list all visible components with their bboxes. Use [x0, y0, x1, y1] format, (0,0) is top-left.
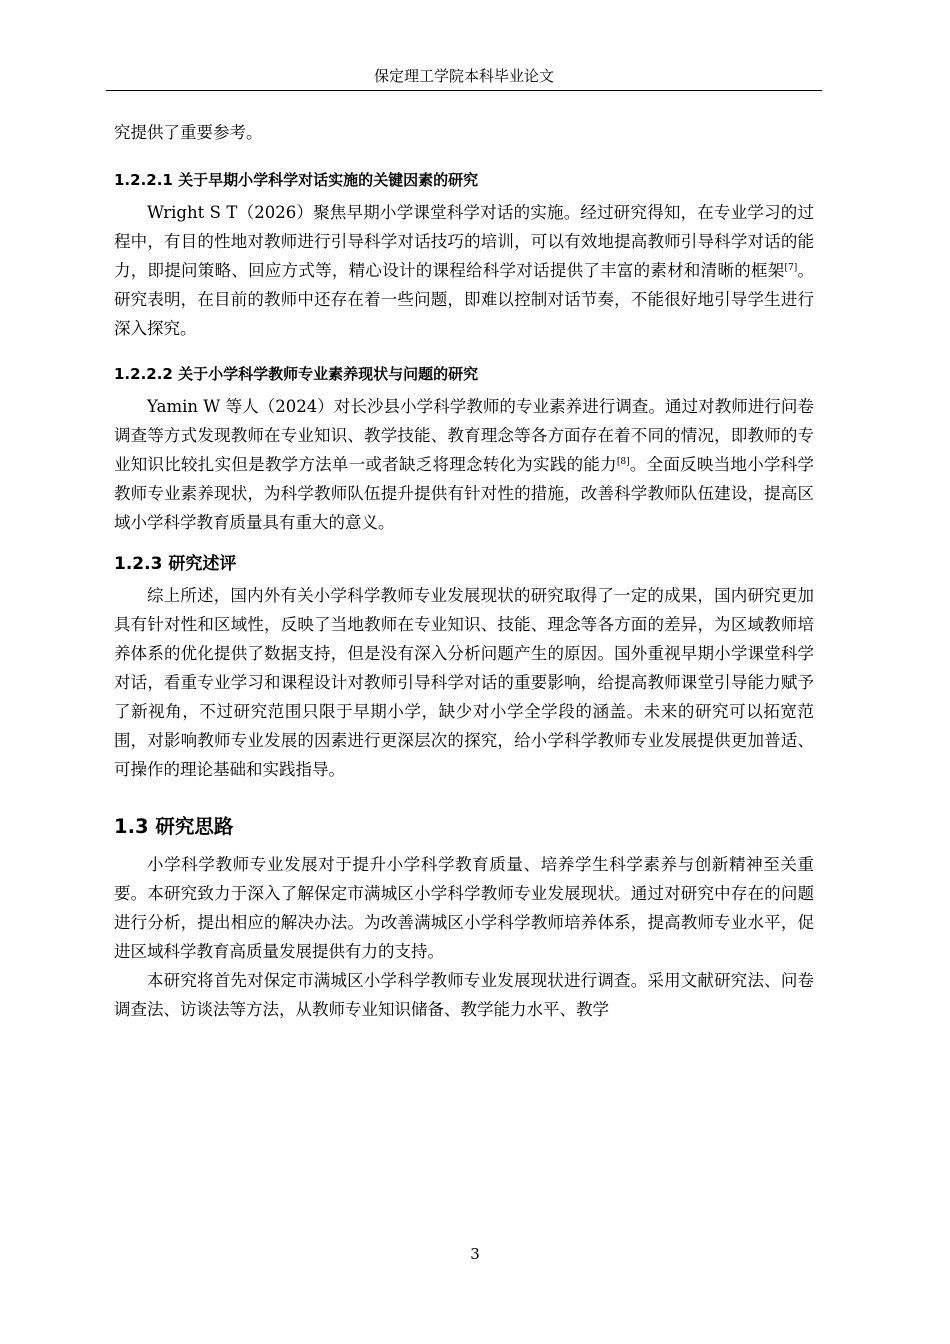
- page-number: 3: [470, 1245, 480, 1263]
- section-heading-1-2-3: 1.2.3 研究述评: [114, 554, 237, 574]
- section-heading-1-2-2-2: 1.2.2.2 关于小学科学教师专业素养现状与问题的研究: [114, 365, 479, 383]
- running-header: 保定理工学院本科毕业论文: [373, 67, 554, 85]
- paragraph-text: 。全面反映当地小学科学教师专业素养现状，为科学教师队伍提升提供有针对性的措施，改善科学教师队伍建设，提高区域小学科学教育质量具有重大的意义。: [114, 455, 815, 532]
- paragraph-wright: [114, 198, 814, 343]
- paragraph-text: Yamin W 等人（2024）对长沙县小学科学教师的专业素养进行调查。通过对教师进行问卷调查等方式发现教师在专业知识、教学技能、教育理念等各方面存在着不同的情况，即教师的专业知识比较扎实但是教学方法单一或者缺乏将理念转化为实践的能力: [114, 397, 814, 474]
- citation-ref: [7]: [784, 263, 798, 273]
- paragraph-text: Wright S T（2026）聚焦早期小学课堂科学对话的实施。经过研究得知，在专业学习的过程中，有目的性地对教师进行引导科学对话技巧的培训，可以有效地提高教师引导科学对话的能力，即提问策略、回应方式等，精心设计的课程给科学对话提供了丰富的素材和清晰的框架: [114, 203, 814, 280]
- paragraph-review: 综上所述，国内外有关小学科学教师专业发展现状的研究取得了一定的成果，国内研究更加具有针对性和区域性，反映了当地教师在专业知识、技能、理念等各方面的差异，为区域教师培养体系的优化提供了数据支持，但是没有深入分析问题产生的原因。国外重视早期小学课堂科学对话，看重专业学习和课程设计对教师引导科学对话的重要影响，给提高教师课堂引导能力赋予了新视角，不过研究范围只限于早期小学，缺少对小学全学段的涵盖。未来的研究可以拓宽范围，对影响教师专业发展的因素进行更深层次的探究，给小学科学教师专业发展提供更加普适、可操作的理论基础和实践指导。: [114, 586, 814, 779]
- section-heading-1-3: 1.3 研究思路: [114, 815, 234, 838]
- header-divider: [106, 90, 822, 91]
- paragraph-yamin: [114, 392, 814, 537]
- paragraph-research-plan: 本研究将首先对保定市满城区小学科学教师专业发展现状进行调查。采用文献研究法、问卷调查法、访谈法等方法，从教师专业知识储备、教学能力水平、教学: [114, 971, 814, 1019]
- paragraph-text: 。研究表明，在目前的教师中还存在着一些问题，即难以控制对话节奏，不能很好地引导学生进行深入探究。: [114, 261, 815, 338]
- citation-ref: [8]: [616, 457, 630, 467]
- paragraph-continuation: 究提供了重要参考。: [114, 123, 263, 142]
- paragraph-research-idea: 小学科学教师专业发展对于提升小学科学教育质量、培养学生科学素养与创新精神至关重要。本研究致力于深入了解保定市满城区小学科学教师专业发展现状。通过对研究中存在的问题进行分析，提出相应的解决办法。为改善满城区小学科学教师培养体系，提高教师专业水平，促进区域科学教育高质量发展提供有力的支持。: [114, 855, 814, 961]
- section-heading-1-2-2-1: 1.2.2.1 关于早期小学科学对话实施的关键因素的研究: [114, 171, 479, 189]
- page-body: [114, 118, 814, 1024]
